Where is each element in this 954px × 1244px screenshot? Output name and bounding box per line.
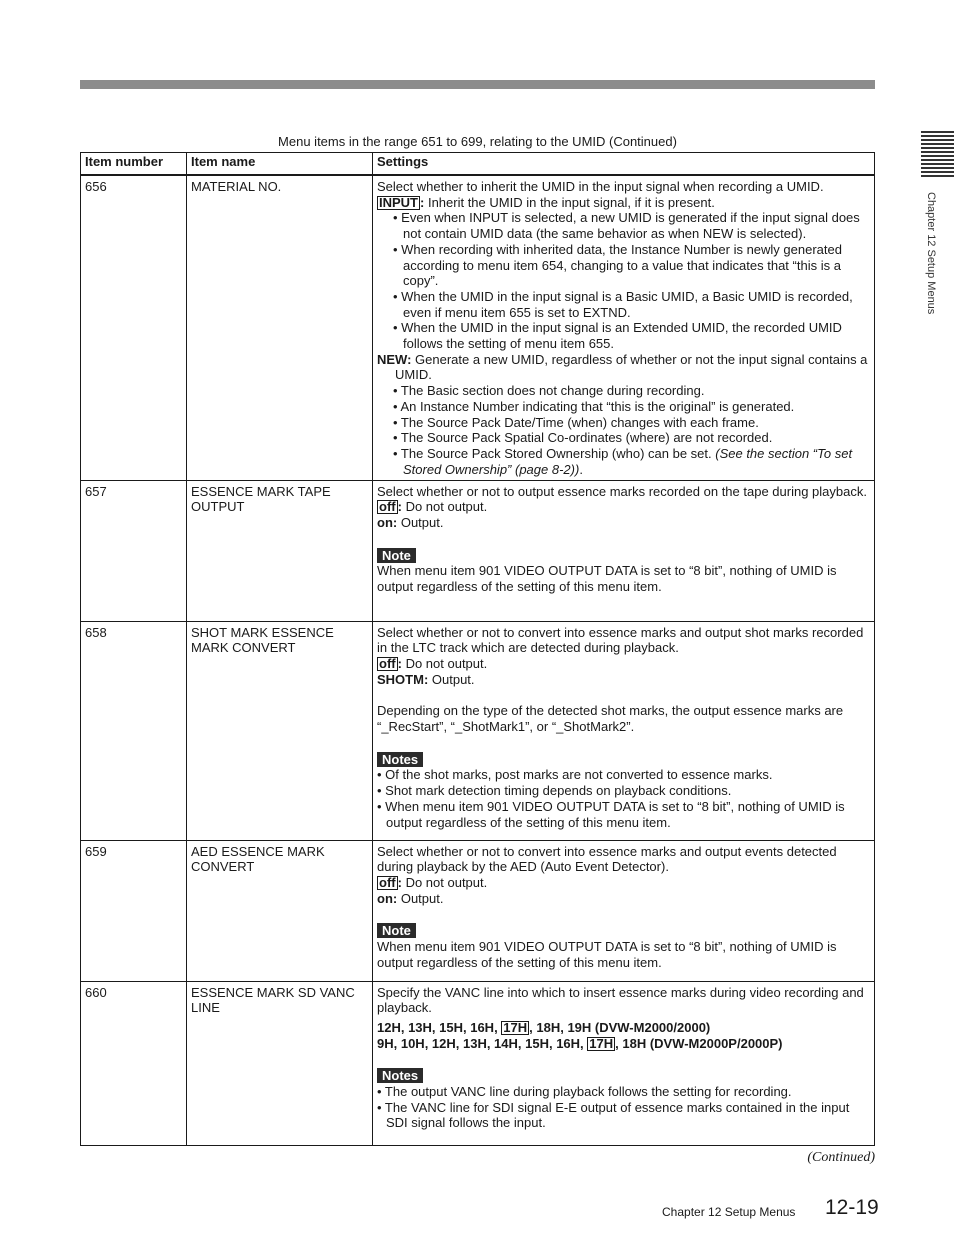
option-off: off : Do not output.	[379, 874, 488, 890]
item-number: 660	[81, 981, 187, 1145]
header-item-name: Item name	[187, 153, 373, 176]
table-row	[81, 621, 875, 840]
list-item: • The Source Pack Spatial Co-ordinates (where) are not recorded.	[393, 430, 773, 446]
list-item: • When menu item 901 VIDEO OUTPUT DATA is set to “8 bit”, nothing of UMID is output regardless of the setting of this menu item.	[377, 798, 845, 830]
table-header-row	[81, 153, 875, 176]
settings-intro: Select whether to inherit the UMID in the input signal when recording a UMID.	[377, 179, 824, 194]
note-badge: Note	[377, 923, 416, 938]
option-on: on: Output.	[377, 890, 444, 906]
page-number: 12-19	[825, 1196, 879, 1219]
option-shotm: SHOTM: Output.	[377, 671, 475, 687]
item-name: ESSENCE MARK SD VANC LINE	[187, 981, 373, 1145]
footer-chapter-label: Chapter 12 Setup Menus	[662, 1205, 796, 1219]
item-settings	[373, 621, 875, 840]
list-item: • Shot mark detection timing depends on playback conditions.	[377, 783, 732, 799]
option-new: NEW: Generate a new UMID, regardless of whether or not the input signal contains a UMID.	[377, 351, 868, 383]
header-settings: Settings	[373, 153, 875, 176]
default-value-box: off	[379, 655, 396, 671]
default-value-box: off	[379, 874, 396, 890]
item-name: MATERIAL NO.	[187, 175, 373, 480]
continued-label: (Continued)	[807, 1150, 875, 1165]
chapter-tab-marker	[921, 131, 954, 177]
list-item: • Of the shot marks, post marks are not converted to essence marks.	[377, 767, 773, 783]
table-row	[81, 175, 875, 480]
settings-intro: Select whether or not to convert into essence marks and output events detected during playback by the AED (Auto Event Detector).	[377, 843, 837, 875]
item-number: 658	[81, 621, 187, 840]
list-item: • An Instance Number indicating that “this is the original” is generated.	[393, 398, 795, 414]
header-item-number: Item number	[81, 153, 187, 176]
vanc-lines-ntsc: 12H, 13H, 15H, 16H, 17H , 18H, 19H (DVW-M2000/2000)	[377, 1019, 711, 1035]
table-row	[81, 480, 875, 621]
default-value-box: 17H	[503, 1019, 528, 1035]
default-value-box: INPUT	[379, 194, 418, 210]
side-chapter-label: Chapter 12 Setup Menus	[925, 192, 937, 315]
item-name: ESSENCE MARK TAPE OUTPUT	[187, 480, 373, 621]
notes-badge: Notes	[377, 1068, 423, 1083]
item-name: AED ESSENCE MARK CONVERT	[187, 840, 373, 981]
settings-intro: Specify the VANC line into which to insert essence marks during video recording and playback.	[377, 984, 864, 1016]
default-value-box: 17H	[589, 1035, 614, 1051]
item-number: 656	[81, 175, 187, 480]
list-item: • The VANC line for SDI signal E-E output of essence marks contained in the input SDI signal follows the input.	[377, 1099, 850, 1131]
settings-paragraph: Depending on the type of the detected shot marks, the output essence marks are “_RecStart”, “_ShotMark1”, or “_ShotMark2”.	[377, 703, 844, 735]
setup-menu-table	[80, 152, 875, 1146]
note-text: When menu item 901 VIDEO OUTPUT DATA is set to “8 bit”, nothing of UMID is output regardless of the setting of this menu item.	[377, 563, 837, 595]
cross-reference: (See the section “To set Stored Ownership” (page 8-2))	[403, 445, 853, 477]
list-item: • The Basic section does not change during recording.	[393, 383, 705, 399]
option-off: off : Do not output.	[379, 499, 488, 515]
item-number: 659	[81, 840, 187, 981]
table-row	[81, 840, 875, 981]
item-settings	[373, 840, 875, 981]
item-settings	[373, 480, 875, 621]
item-name: SHOT MARK ESSENCE MARK CONVERT	[187, 621, 373, 840]
list-item: • The Source Pack Date/Time (when) changes with each frame.	[393, 414, 759, 430]
vanc-lines-pal: 9H, 10H, 12H, 13H, 14H, 15H, 16H, 17H , 18H (DVW-M2000P/2000P)	[377, 1035, 783, 1051]
top-rule	[80, 80, 875, 89]
list-item: • The output VANC line during playback follows the setting for recording.	[377, 1084, 792, 1100]
table-row	[81, 981, 875, 1145]
notes-badge: Notes	[377, 752, 423, 767]
list-item: • The Source Pack Stored Ownership (who) can be set. (See the section “To set Stored Ownership” (page 8-2)).	[393, 445, 853, 477]
list-item: • Even when INPUT is selected, a new UMID is generated if the input signal does not contain UMID data (the same behavior as when NEW is selected).	[393, 210, 860, 242]
option-off: off : Do not output.	[379, 655, 488, 671]
item-settings	[373, 175, 875, 480]
list-item: • When recording with inherited data, the Instance Number is newly generated according to menu item 654, changing to a value that indicates that “this is a copy”.	[393, 241, 842, 289]
list-item: • When the UMID in the input signal is an Extended UMID, the recorded UMID follows the setting of menu item 655.	[393, 320, 842, 352]
settings-intro: Select whether or not to convert into essence marks and output shot marks recorded in the LTC track which are detected during playback.	[377, 624, 864, 656]
list-item: • When the UMID in the input signal is a Basic UMID, a Basic UMID is recorded, even if menu item 655 is set to EXTND.	[393, 288, 853, 320]
note-badge: Note	[377, 548, 416, 563]
option-input: INPUT : Inherit the UMID in the input signal, if it is present.	[379, 194, 715, 210]
note-text: When menu item 901 VIDEO OUTPUT DATA is set to “8 bit”, nothing of UMID is output regardless of the setting of this menu item.	[377, 939, 837, 970]
table-caption: Menu items in the range 651 to 699, relating to the UMID (Continued)	[278, 134, 677, 149]
option-on: on: Output.	[377, 514, 444, 530]
item-settings	[373, 981, 875, 1145]
default-value-box: off	[379, 499, 396, 515]
settings-intro: Select whether or not to output essence marks recorded on the tape during playback.	[377, 483, 867, 499]
item-number: 657	[81, 480, 187, 621]
